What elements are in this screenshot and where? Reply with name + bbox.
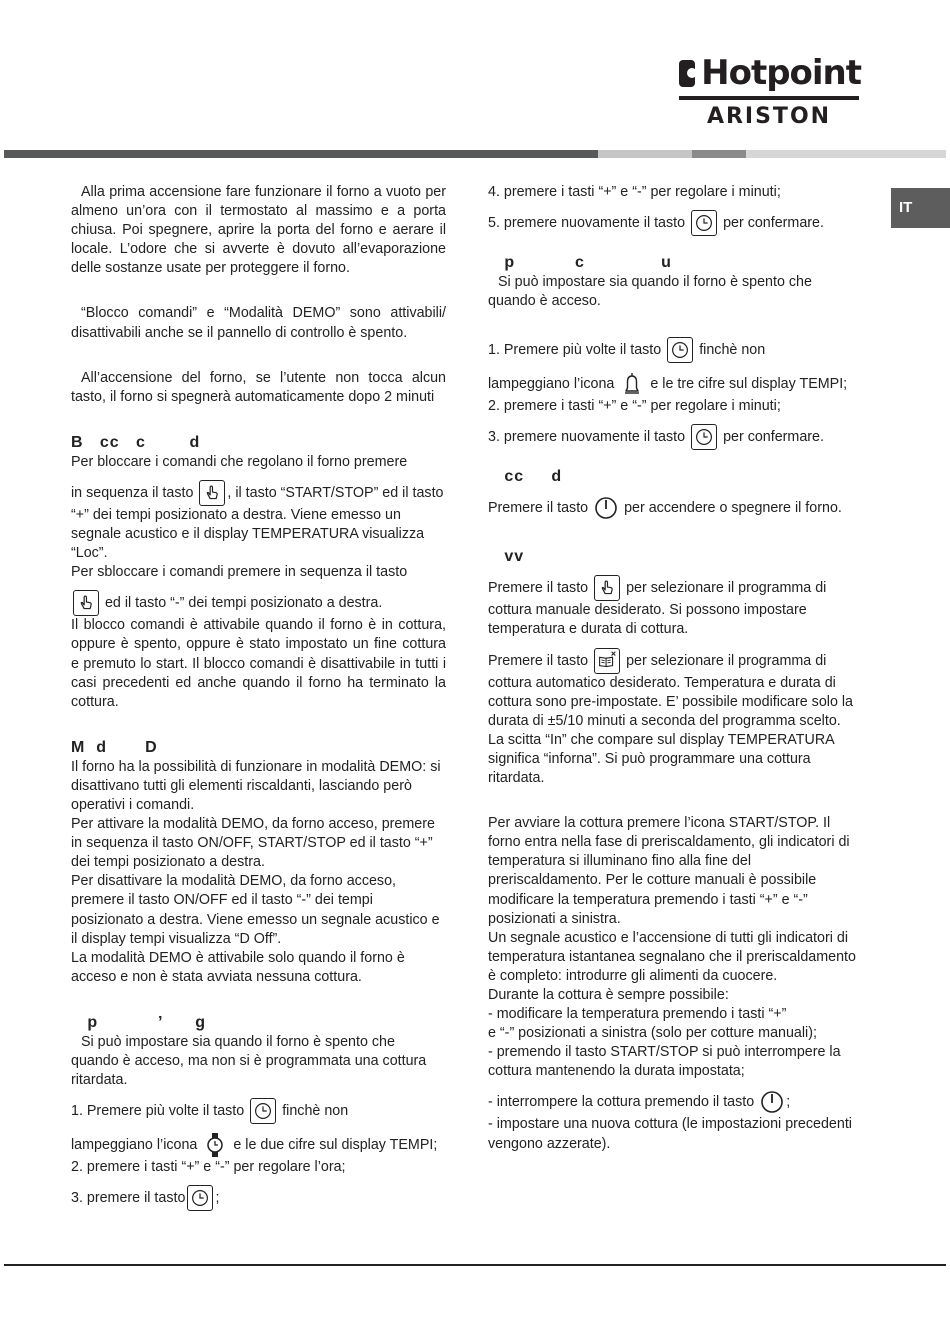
demo-text-2: Per attivare la modalità DEMO, da forno acceso, premere in sequenza il tasto ON/OFF, START/STOP ed il tasto “+” dei tempi posizionato a destra. bbox=[71, 816, 435, 871]
ora-step-1a: 1. Premere più volte il tasto bbox=[71, 1102, 245, 1119]
brand-sub: ARISTON bbox=[706, 104, 832, 129]
demo-text-1: Il forno ha la possibilità di funzionare in modalità DEMO: si disattivano tutti gli elementi riscaldanti, lasciando però operativi i comandi. bbox=[71, 758, 441, 813]
timer-step-1b: finchè non bbox=[699, 342, 766, 359]
ora-step-1c: lampeggiano l’icona bbox=[71, 1136, 198, 1153]
acc-text-a: Premere il tasto bbox=[488, 500, 589, 517]
timer-step-1 bbox=[488, 337, 860, 363]
acc-text bbox=[488, 495, 860, 521]
ora-step-5b: per confermare. bbox=[723, 214, 824, 231]
avv-text-3: Per avviare la cottura premere l’icona START/STOP. Il forno entra nella fase di preriscaldamento, gli indicatori di temperatura si illuminano fino alla fine del preriscaldamento. Per le cotture manuali è possibile modificare la temperatura premendo i tasti “+” e “-” posizionati a sinistra. bbox=[488, 815, 850, 927]
hand-key-icon bbox=[73, 590, 99, 616]
blocco-text-3: Per sbloccare i comandi premere in sequenza il tasto bbox=[71, 564, 408, 581]
avv-text-1 bbox=[488, 575, 860, 639]
heading-avvio: vv bbox=[488, 548, 525, 566]
ora-step-1d: e le due cifre sul display TEMPI; bbox=[233, 1136, 438, 1153]
heading-modalita-demo: M d D bbox=[71, 738, 158, 756]
avv-text-10: - impostare una nuova cottura (le impostazioni precedenti vengono azzerate). bbox=[488, 1116, 852, 1152]
power-icon bbox=[760, 1089, 784, 1115]
left-column bbox=[71, 183, 446, 1211]
avv-text-8: - premendo il tasto START/STOP si può interrompere la cottura mantenendo la durata impostata; bbox=[488, 1044, 841, 1080]
clock-key-icon bbox=[667, 337, 693, 363]
brand-name: Hotpoint bbox=[701, 53, 861, 93]
intro-paragraph-2: “Blocco comandi” e “Modalità DEMO” sono attivabili/ disattivabili anche se il pannello di controllo è spento. bbox=[71, 305, 446, 341]
avv-text-4: Un segnale acustico e l’accensione di tutti gli indicatori di temperatura istantanea segnalano che il preriscaldamento è completo: introdurre gli alimenti da cuocere. bbox=[488, 929, 856, 984]
brand-rule bbox=[679, 96, 859, 100]
hand-key-icon bbox=[199, 480, 225, 506]
header-bar-dark bbox=[4, 150, 598, 158]
ora-step-3 bbox=[71, 1185, 446, 1211]
ora-text-1: Si può impostare sia quando il forno è spento che quando è acceso, ma non si è programmata una cottura ritardata. bbox=[71, 1033, 427, 1089]
timer-step-1-cont bbox=[488, 371, 860, 397]
avv-text-2a: Premere il tasto bbox=[488, 652, 589, 669]
brand-mark-icon bbox=[679, 60, 695, 87]
right-column bbox=[488, 183, 860, 1154]
blocco-text-2 bbox=[71, 480, 446, 563]
clock-key-icon bbox=[250, 1098, 276, 1124]
language-tab: IT bbox=[891, 188, 950, 228]
heading-accensione: cc d bbox=[488, 468, 563, 486]
timer-step-1a: 1. Premere più volte il tasto bbox=[488, 342, 662, 359]
footer-rule bbox=[4, 1264, 946, 1266]
avv-text-2b: per selezionare il programma di cottura automatico desiderato. Temperatura e durata di cottura sono pre-impostate. E’ possibile modificare solo la durata di ±5/10 minuti a seconda del programma scelto. La scitta “In” che compare sul display TEMPERATURA significa “inforna”. Si può programmare una cottura ritardata. bbox=[488, 652, 854, 787]
ora-step-3b: ; bbox=[215, 1190, 220, 1207]
blocco-text-2b: , il tasto “START/STOP” ed il tasto “+” dei tempi posizionato a destra. Viene emesso un segnale acustico e il display TEMPERATURA visualizza “Loc”. bbox=[71, 484, 444, 562]
blocco-text-2a: in sequenza il tasto bbox=[71, 484, 194, 501]
heading-timer: p c u bbox=[488, 254, 672, 272]
avv-text-7: e “-” posizionati a sinistra (solo per cotture manuali); bbox=[488, 1025, 817, 1042]
demo-text-4: La modalità DEMO è attivabile solo quando il forno è acceso e non è stata avviata nessuna cottura. bbox=[71, 949, 405, 985]
avv-text-1a: Premere il tasto bbox=[488, 580, 589, 597]
ora-step-5a: 5. premere nuovamente il tasto bbox=[488, 214, 686, 231]
blocco-text-1: Per bloccare i comandi che regolano il forno premere bbox=[71, 453, 408, 470]
intro-paragraph-1: Alla prima accensione fare funzionare il forno a vuoto per almeno un’ora con il termostato al massimo e a porta chiusa. Poi spegnere, aprire la porta del forno e aerare il locale. L’odore che si avverte è dovuto all’evaporazione delle sostanze usate per proteggere il forno. bbox=[71, 184, 446, 277]
header-bar-light bbox=[598, 150, 692, 158]
demo-text-3: Per disattivare la modalità DEMO, da forno acceso, premere il tasto ON/OFF ed il tasto “-” dei tempi posizionato a destra. Viene emesso un segnale acustico e il display tempi visualizza “D Off”. bbox=[71, 873, 440, 947]
ora-step-1b: finchè non bbox=[282, 1102, 349, 1119]
blocco-text-4 bbox=[71, 590, 446, 616]
avv-text-9 bbox=[488, 1089, 860, 1115]
timer-step-2: 2. premere i tasti “+” e “-” per regolare i minuti; bbox=[488, 398, 781, 415]
watch-icon bbox=[203, 1132, 227, 1158]
avv-text-6: - modificare la temperatura premendo i tasti “+” bbox=[488, 1006, 787, 1023]
ora-step-3a: 3. premere il tasto bbox=[71, 1190, 186, 1207]
timer-step-3b: per confermare. bbox=[723, 429, 824, 446]
heading-impostazione-ora: p ’ g bbox=[71, 1013, 207, 1031]
timer-step-3 bbox=[488, 424, 860, 450]
avv-text-1b: per selezionare il programma di cottura manuale desiderato. Si possono impostare temperatura e durata di cottura. bbox=[488, 580, 827, 638]
intro-paragraph-3: All’accensione del forno, se l’utente non tocca alcun tasto, il forno si spegnerà automaticamente dopo 2 minuti bbox=[71, 369, 446, 405]
ora-step-4: 4. premere i tasti “+” e “-” per regolare i minuti; bbox=[488, 184, 781, 200]
heading-blocco-comandi: B cc c d bbox=[71, 433, 201, 451]
bell-icon bbox=[620, 371, 644, 397]
power-icon bbox=[594, 495, 618, 521]
ora-step-1-cont bbox=[71, 1132, 446, 1158]
header-bar-mid bbox=[692, 150, 746, 158]
clock-key-icon bbox=[691, 210, 717, 236]
blocco-text-4a: ed il tasto “-” dei tempi posizionato a destra. bbox=[104, 595, 383, 612]
clock-key-icon bbox=[691, 424, 717, 450]
timer-text-1: Si può impostare sia quando il forno è spento che quando è acceso. bbox=[488, 274, 812, 310]
avv-text-2 bbox=[488, 648, 860, 789]
hand-key-icon bbox=[594, 575, 620, 601]
avv-text-9b: ; bbox=[786, 1094, 791, 1111]
ora-step-2: 2. premere i tasti “+” e “-” per regolare l’ora; bbox=[71, 1159, 346, 1176]
timer-step-1c: lampeggiano l’icona bbox=[488, 376, 615, 393]
acc-text-b: per accendere o spegnere il forno. bbox=[624, 500, 842, 517]
ora-step-5 bbox=[488, 210, 860, 236]
blocco-text-5: Il blocco comandi è attivabile quando il forno è in cottura, oppure è spento, oppure è stato impostato un fine cottura e premuto lo start. Il blocco comandi è disattivabile in tutti i casi precedenti ed anche quando il forno ha terminato la cottura. bbox=[71, 617, 446, 710]
brand-logo bbox=[679, 54, 861, 130]
recipe-book-icon bbox=[594, 648, 620, 674]
avv-text-9a: - interrompere la cottura premendo il tasto bbox=[488, 1094, 755, 1111]
header-bar-light-end bbox=[746, 150, 946, 158]
timer-step-3a: 3. premere nuovamente il tasto bbox=[488, 429, 686, 446]
clock-key-icon bbox=[187, 1185, 213, 1211]
avv-text-5: Durante la cottura è sempre possibile: bbox=[488, 986, 729, 1003]
ora-step-1 bbox=[71, 1098, 446, 1124]
timer-step-1d: e le tre cifre sul display TEMPI; bbox=[650, 376, 848, 393]
